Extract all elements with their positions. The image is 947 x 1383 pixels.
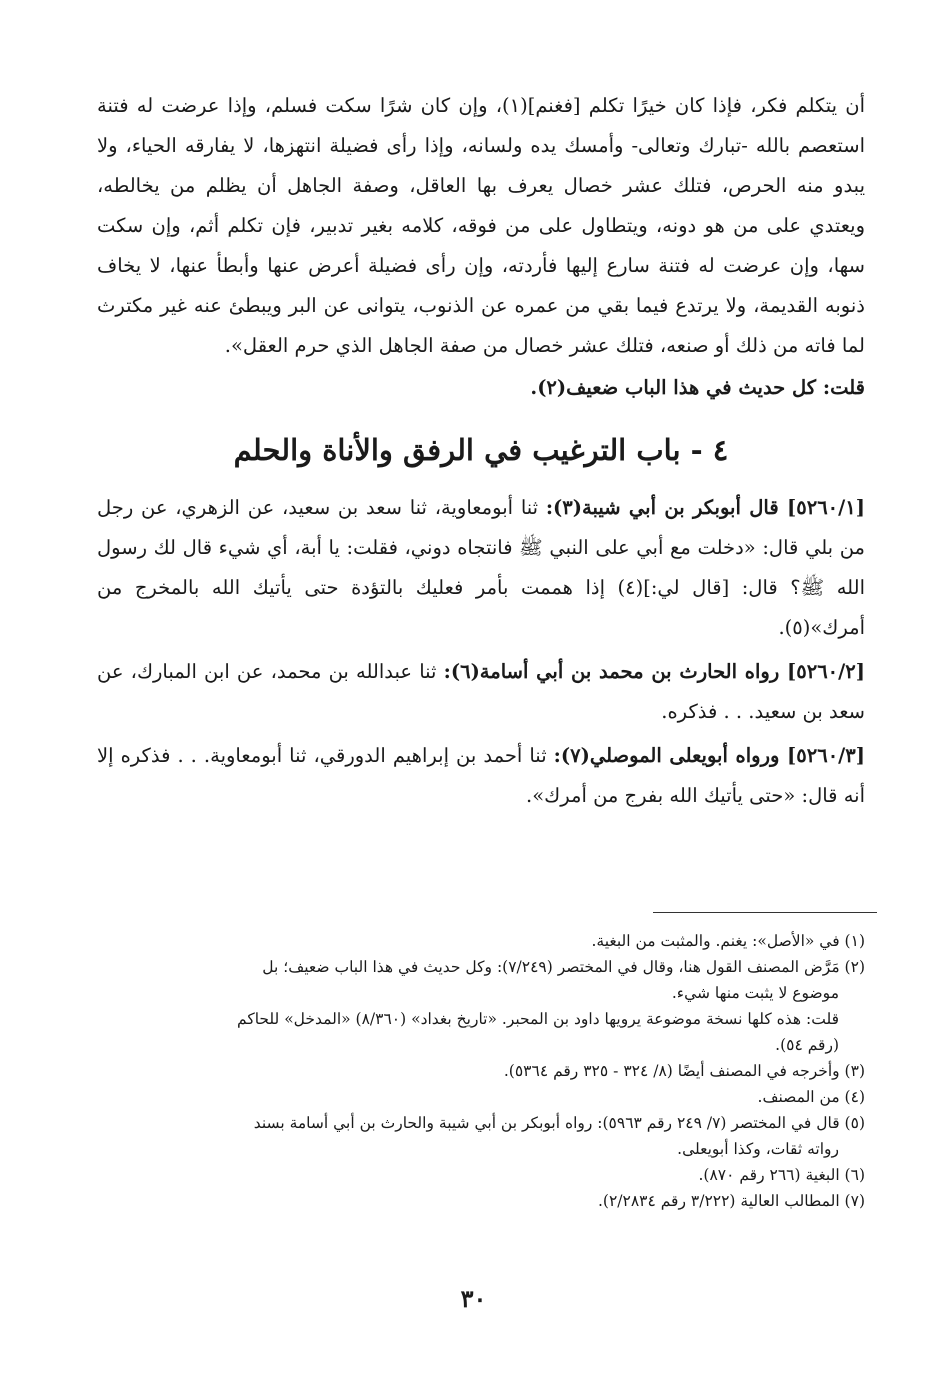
hadith-1	[97, 488, 865, 648]
footnote-1	[97, 928, 865, 954]
footnote-7-text: (٧) المطالب العالية (٣/٢٢٢ رقم ٢/٢٨٣٤).	[597, 1192, 865, 1210]
hadith-2-text: ثنا عبدالله بن محمد، عن ابن المبارك، عن سعد بن سعيد. . . فذكره.	[97, 660, 865, 723]
footnote-5-cont: رواته ثقات، وكذا أبويعلى.	[677, 1140, 839, 1158]
footnote-4-text: (٤) من المصنف.	[757, 1088, 865, 1106]
footnote-2-note	[97, 1006, 865, 1058]
page-body	[97, 86, 865, 816]
footnote-6-text: (٦) البغية (٢٦٦ رقم ٨٧٠).	[698, 1166, 865, 1184]
footnote-1-text: (١) في «الأصل»: يغنم. والمثبت من البغية.	[591, 932, 865, 950]
footnote-2-note-cont: (رقم ٥٤).	[775, 1036, 839, 1054]
footnote-5	[97, 1110, 865, 1162]
footnote-3	[97, 1058, 865, 1084]
hadith-2-label: [٥٢٦٠/٢] رواه الحارث بن محمد بن أبي أسامة(٦):	[443, 660, 865, 683]
hadith-1-text: ثنا أبومعاوية، ثنا سعد بن سعيد، عن الزهري، عن رجل من بلي قال: «دخلت مع أبي على النبي ﷺ فانتجاه دوني، فقلت: يا أبة، أي شيء قال لك رسول الله ﷺ؟ قال: [قال لي:](٤) إذا هممت بأمر فعليك بالتؤدة حتى يأتيك الله بالمخرج من أمرك»(٥).	[97, 496, 865, 639]
hadith-3	[97, 736, 865, 816]
footnote-2	[97, 954, 865, 1006]
footnote-6	[97, 1162, 865, 1188]
footnotes	[97, 928, 865, 1214]
footnote-2-text: (٢) مَرَّض المصنف القول هنا، وقال في المختصر (٧/٢٤٩): وكل حديث في هذا الباب ضعيف؛ بل	[262, 958, 865, 976]
note-line: قلت: كل حديث في هذا الباب ضعيف(٢).	[530, 376, 865, 399]
hadith-1-label: [٥٢٦٠/١] قال أبوبكر بن أبي شيبة(٣):	[545, 496, 865, 519]
hadith-2	[97, 652, 865, 732]
footnote-5-text: (٥) قال في المختصر (٧/ ٢٤٩ رقم ٥٩٦٣): رواه أبوبكر بن أبي شيبة والحارث بن أبي أسامة بسند	[253, 1114, 865, 1132]
hadith-3-label: [٥٢٦٠/٣] ورواه أبويعلى الموصلي(٧):	[553, 744, 866, 767]
chapter-heading: ٤ - باب الترغيب في الرفق والأناة والحلم	[233, 433, 729, 467]
footnote-2-cont: موضوع لا يثبت منها شيء.	[671, 984, 839, 1002]
main-text	[97, 86, 865, 816]
intro-paragraph: أن يتكلم فكر، فإذا كان خيرًا تكلم [فغنم](١)، وإن كان شرًا سكت فسلم، وإذا عرضت له فتنة استعصم بالله -تبارك وتعالى- وأمسك يده ولسانه، وإذا رأى فضيلة انتهزها، لا يفارقه الحياء، ولا يبدو منه الحرص، فتلك عشر خصال يعرف بها العاقل، وصفة الجاهل أن يظلم من يخالطه، ويعتدي على من هو دونه، ويتطاول على من فوقه، كلامه بغير تدبير، فإن تكلم أثم، وإن سكت سها، وإن عرضت له فتنة سارع إليها فأردته، وإن رأى فضيلة أعرض عنها وأبطأ عنها، لا يخاف ذنوبه القديمة، ولا يرتدع فيما بقي من عمره عن الذنوب، يتوانى عن البر ويبطئ عنه غير مكترث لما فاته من ذلك أو صنعه، فتلك عشر خصال من صفة الجاهل الذي حرم العقل».	[97, 94, 865, 357]
footnote-4	[97, 1084, 865, 1110]
footnote-divider	[653, 912, 877, 913]
page-number: ٣٠	[460, 1284, 487, 1313]
footnote-3-text: (٣) وأخرجه في المصنف أيضًا (٨/ ٣٢٤ - ٣٢٥ رقم ٥٣٦٤).	[503, 1062, 865, 1080]
hadith-3-text: ثنا أحمد بن إبراهيم الدورقي، ثنا أبومعاوية. . . فذكره إلا أنه قال: «حتى يأتيك الله بفرج من أمرك».	[97, 744, 865, 807]
footnote-7	[97, 1188, 865, 1214]
footnote-2-note-text: قلت: هذه كلها نسخة موضوعة يرويها داود بن المحبر. «تاريخ بغداد» (٨/٣٦٠) «المدخل» للحاكم	[237, 1010, 839, 1028]
